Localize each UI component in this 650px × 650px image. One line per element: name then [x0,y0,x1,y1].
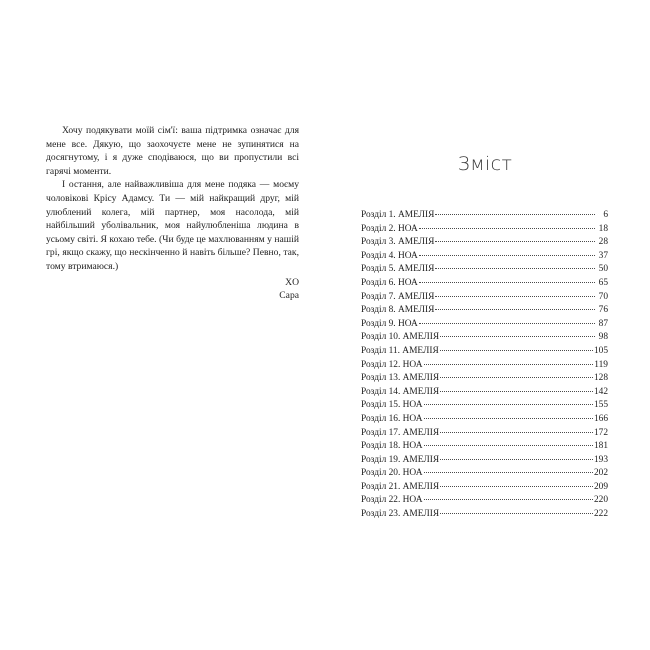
toc-entry-label: Розділ 2. НОА [361,223,418,234]
toc-entry-label: Розділ 16. НОА [361,413,423,424]
toc-entry-page: 128 [593,373,608,384]
dot-leader [424,472,593,473]
dot-leader [435,214,595,215]
author-signature: Сара [279,289,299,301]
toc-entry-page: 37 [598,250,608,261]
toc-entry-page: 87 [598,318,608,329]
toc-entry-label: Розділ 15. НОА [361,400,423,411]
toc-entry [361,236,608,250]
toc-entry-page: 70 [598,291,608,302]
toc-entry-page: 209 [593,481,608,492]
dot-leader [419,228,595,229]
toc-entry [361,263,608,277]
toc-entry-label: Розділ 11. АМЕЛІЯ [361,345,439,356]
toc-entry [361,372,608,386]
dot-leader [419,323,595,324]
toc-entry-page: 6 [603,210,608,220]
toc-entry-label: Розділ 6. НОА [361,277,418,288]
dot-leader [435,296,595,297]
toc-entry [361,304,608,318]
toc-entry-label: Розділ 21. АМЕЛІЯ [361,481,440,492]
toc-entry-page: 172 [593,427,608,438]
dot-leader [424,418,593,419]
toc-entry [361,454,608,468]
toc-entry-label: Розділ 7. АМЕЛІЯ [361,291,435,302]
toc-entry [361,467,608,481]
dot-leader [440,377,593,378]
dot-leader [440,336,595,337]
dot-leader [435,309,595,310]
closing-text: XO [285,276,299,288]
dot-leader [435,241,595,242]
toc-entry-page: 181 [593,441,608,452]
dot-leader [440,350,593,351]
toc-entry-label: Розділ 12. НОА [361,359,423,370]
toc-entry [361,386,608,400]
toc-entry [361,318,608,332]
toc-entry [361,209,608,223]
ack-paragraph: І остання, але найважливіша для мене подяка — моєму чоловікові Крісу Адамсу. Ти — мій найкращий друг, мій улюблений колега, мій партнер, моя насолода, мій найбільший уболівальник, моя найулюбленіша людина в усьому світі. Я кохаю тебе. (Чи буде це махлюванням у нашій грі, якщо скажу, що нескінченно й навіть більше? Певно, так, тому втримаюся.) [46,179,299,272]
dot-leader [424,499,593,500]
dot-leader [435,268,595,269]
toc-entry [361,291,608,305]
toc-entry-label: Розділ 22. НОА [361,495,423,506]
toc-entry [361,481,608,495]
dot-leader [440,391,593,392]
acknowledgements-page [46,124,299,302]
toc-entry-page: 28 [598,237,608,248]
dot-leader [424,445,593,446]
toc-entry [361,494,608,508]
ack-paragraph: Хочу подякувати моїй сім'ї: ваша підтримка означає для мене все. Дякую, що заохочуєте мене не зупинятися на досягнутому, і я дуже сподіваюся, що ви пропустили всі гарячі моменти. [46,125,299,177]
toc-entry-page: 50 [598,264,608,275]
toc-entry-page: 98 [598,332,608,343]
toc-entry-page: 220 [593,495,608,506]
toc-entry-label: Розділ 4. НОА [361,250,418,261]
toc-entry [361,223,608,237]
toc-entry-page: 202 [593,468,608,479]
dot-leader [440,459,593,460]
dot-leader [440,486,593,487]
toc-entry-label: Розділ 19. АМЕЛІЯ [361,454,440,465]
dot-leader [440,432,593,433]
toc-entry-label: Розділ 20. НОА [361,468,423,479]
toc-title: Зміст [457,153,513,175]
toc-entry-page: 193 [593,454,608,465]
toc-entry-page: 65 [598,277,608,288]
toc-entry [361,427,608,441]
toc-entry-label: Розділ 14. АМЕЛІЯ [361,386,440,397]
toc-entry-label: Розділ 8. АМЕЛІЯ [361,305,435,316]
table-of-contents [361,209,608,522]
signature-block [46,276,299,303]
toc-entry-label: Розділ 18. НОА [361,441,423,452]
toc-entry-page: 222 [593,509,608,520]
dot-leader [440,513,593,514]
toc-entry [361,508,608,522]
toc-entry [361,359,608,373]
toc-entry-page: 119 [594,359,608,370]
toc-entry-label: Розділ 17. АМЕЛІЯ [361,427,440,438]
toc-entry-label: Розділ 10. АМЕЛІЯ [361,332,440,343]
toc-entry-label: Розділ 9. НОА [361,318,418,329]
toc-entry-page: 76 [598,305,608,316]
toc-entry-label: Розділ 23. АМЕЛІЯ [361,509,440,520]
toc-entry-page: 18 [598,223,608,234]
toc-entry [361,331,608,345]
toc-entry-page: 142 [593,386,608,397]
toc-entry [361,250,608,264]
toc-entry-page: 105 [593,345,608,356]
toc-entry [361,413,608,427]
toc-entry [361,345,608,359]
toc-entry [361,440,608,454]
toc-entry-label: Розділ 5. АМЕЛІЯ [361,264,435,275]
toc-entry-label: Розділ 1. АМЕЛІЯ [361,210,435,220]
dot-leader [424,404,593,405]
toc-entry-label: Розділ 3. АМЕЛІЯ [361,237,435,248]
toc-entry-label: Розділ 13. АМЕЛІЯ [361,373,440,384]
toc-entry-page: 166 [593,413,608,424]
toc-entry-page: 155 [593,400,608,411]
toc-entry [361,277,608,291]
dot-leader [419,255,595,256]
dot-leader [424,364,594,365]
dot-leader [419,282,595,283]
toc-entry [361,399,608,413]
